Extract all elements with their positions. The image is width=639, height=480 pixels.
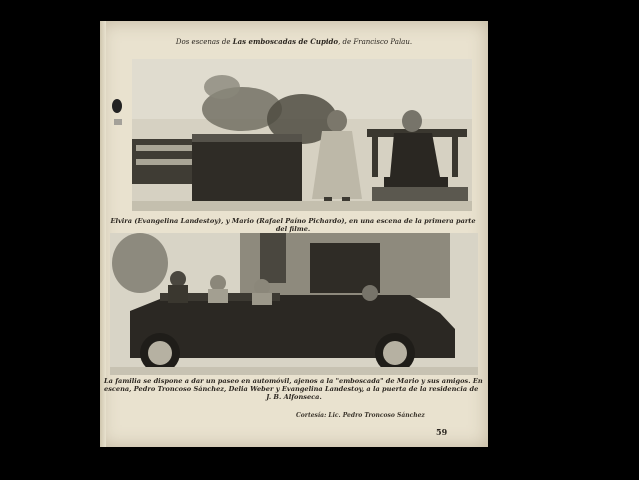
page-number: 59 (436, 427, 448, 437)
ink-blot (112, 99, 122, 113)
film-title: Las emboscadas de Cupido (232, 37, 339, 46)
photo-garden-scene (132, 59, 472, 211)
photo-garden-scene-image (132, 59, 472, 211)
photo-car-scene-image (110, 233, 478, 375)
caption-photo-1: Elvira (Evangelina Landestoy), y Mario (Rafael Paíno Pichardo), en una escena de la primera parte del filme. (110, 217, 476, 234)
top-caption-prefix: Dos escenas de (175, 38, 233, 46)
photo-credit: Cortesía: Lic. Pedro Troncoso Sánchez (296, 412, 425, 419)
caption-photo-2: La familia se dispone a dar un paseo en automóvil, ajenos a la "emboscada" de Mario y sus amigos. En escena, Pedro Troncoso Sánchez, Delia Weber y Evangelina Landestoy, a la puerta de la residencia de J. B. Alfonseca. (104, 377, 483, 402)
ink-smudge (114, 119, 122, 125)
top-caption (114, 37, 474, 46)
photo-car-scene (110, 233, 478, 375)
top-caption-suffix: , de Francisco Palau. (338, 38, 413, 46)
book-page (100, 21, 488, 447)
